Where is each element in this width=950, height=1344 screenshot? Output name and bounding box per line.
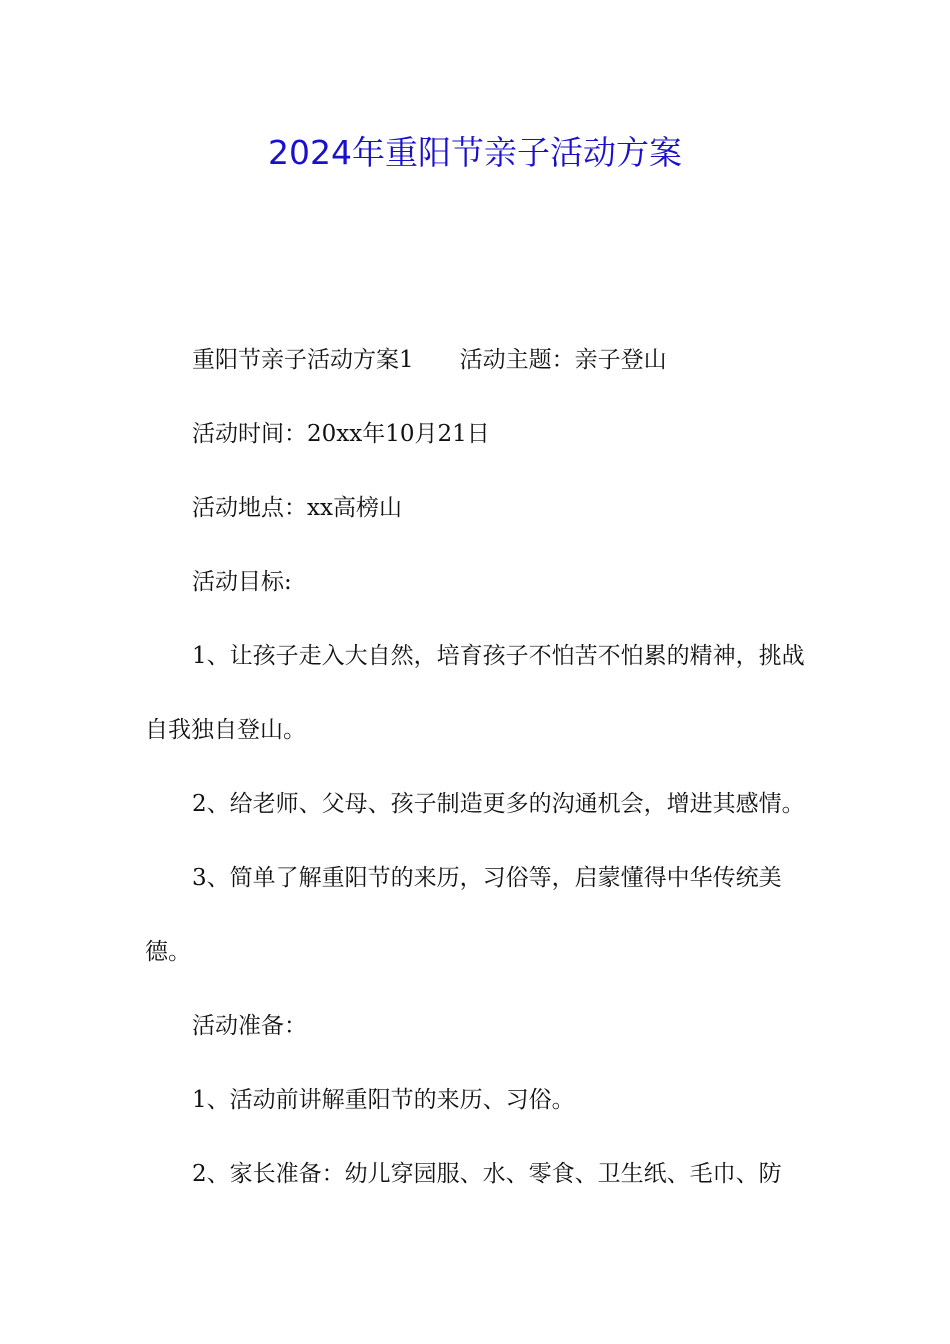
paragraph-preparation-2: 2、家长准备：幼儿穿园服、水、零食、卫生纸、毛巾、防	[192, 1161, 782, 1187]
paragraph-preparation-heading: 活动准备：	[192, 1013, 307, 1039]
paragraph-plan-heading	[145, 323, 825, 397]
paragraph-goal-2: 2、给老师、父母、孩子制造更多的沟通机会，增进其感情。	[192, 791, 805, 817]
paragraph-activity-time: 活动时间：20xx年10月21日	[192, 421, 490, 447]
plan-heading: 重阳节亲子活动方案1	[192, 347, 414, 373]
activity-theme: 活动主题：亲子登山	[459, 347, 667, 373]
paragraph-goal-1: 1、让孩子走入大自然，培育孩子不怕苦不怕累的精神，挑战自我独自登山。	[145, 643, 805, 743]
document-title: 2024年重阳节亲子活动方案	[268, 133, 682, 172]
paragraph-preparation-1: 1、活动前讲解重阳节的来历、习俗。	[192, 1087, 575, 1113]
paragraph-activity-location: 活动地点：xx高榜山	[192, 495, 402, 521]
document-body	[145, 323, 825, 1211]
paragraph-goals-heading: 活动目标:	[192, 569, 292, 595]
paragraph-goal-3: 3、简单了解重阳节的来历，习俗等，启蒙懂得中华传统美德。	[145, 865, 782, 965]
